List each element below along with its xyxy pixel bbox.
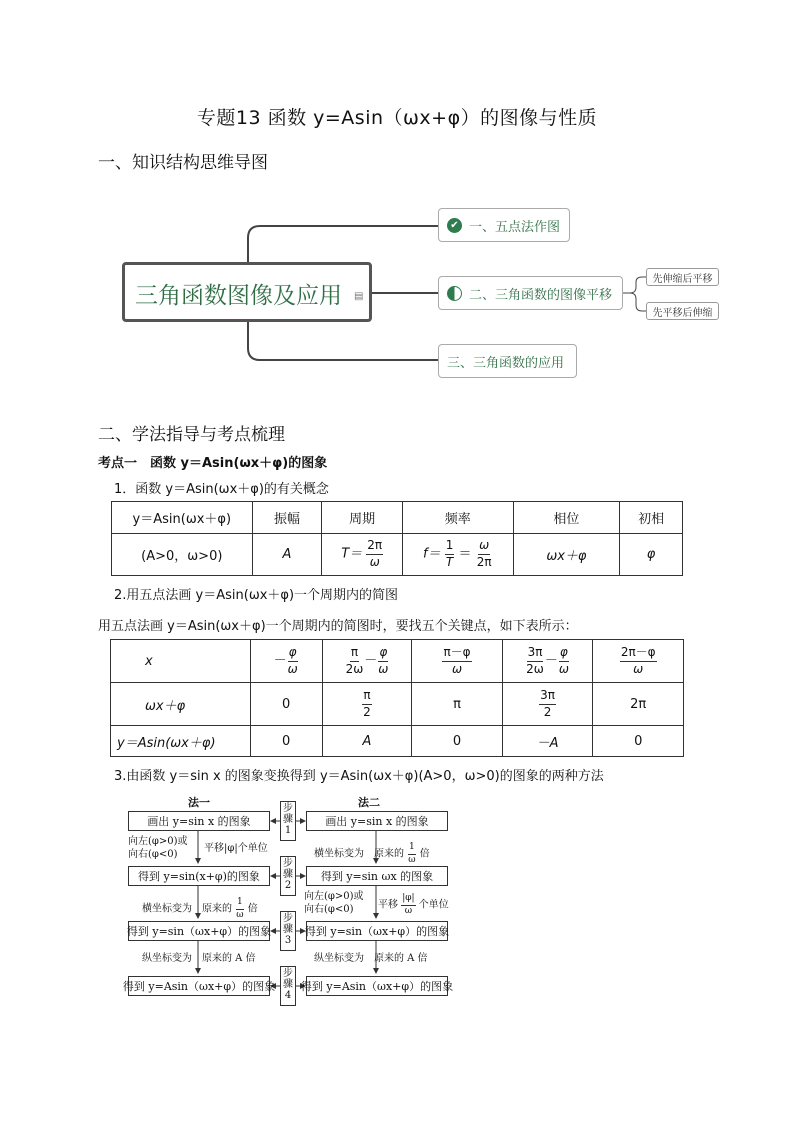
fraction-denominator: 2π	[476, 555, 492, 569]
fraction-numerator: |φ|	[401, 893, 415, 906]
item-2: 2.用五点法画 y＝Asin(ωx＋φ)一个周期内的简图	[114, 588, 399, 603]
mindmap-leaf-1: 先伸缩后平移	[646, 268, 719, 286]
left-shift-text-c: 平移|φ|个单位	[204, 843, 268, 854]
item-3: 3.由函数 y＝sin x 的图象变换得到 y＝Asin(ωx＋φ)(A>0，ω>0)的图象的两种方法	[114, 769, 604, 784]
check-icon: ✔	[447, 218, 462, 233]
fraction-denominator: ω	[408, 854, 416, 865]
left-scale-x-text	[142, 897, 258, 921]
fraction-denominator: ω	[378, 661, 389, 676]
fraction-denominator: ω	[287, 661, 298, 676]
fraction-denominator: ω	[236, 909, 244, 920]
step-label-1: 步骤1	[280, 801, 296, 841]
row-label: x	[111, 640, 251, 683]
minus-sign: －	[544, 653, 558, 669]
scale-x-label: 横坐标变为 原来的	[142, 903, 232, 915]
fraction-denominator: ω	[404, 905, 413, 916]
fraction-numerator: 3π	[539, 688, 556, 705]
table-cell: 0	[250, 726, 322, 757]
kaodian-heading: 考点一 函数 y＝Asin(ωx＋φ)的图象	[98, 456, 328, 471]
page-title: 专题13 函数 y=Asin（ωx+φ）的图像与性质	[196, 107, 598, 129]
table-cell: π	[412, 683, 502, 726]
right-scale-x-text	[314, 842, 430, 866]
minus-sign: －	[273, 653, 287, 669]
scale-x-label: 横坐标变为 原来的	[314, 848, 404, 860]
fraction-denominator: 2	[543, 704, 552, 719]
method-2-box-2: 得到 y=sin ωx 的图象	[306, 866, 448, 886]
left-shift-text-a: 向左(φ>0)或	[128, 836, 188, 847]
row-label: y＝Asin(ωx＋φ)	[111, 726, 251, 757]
fraction-numerator: φ	[559, 645, 569, 662]
freq-lhs: f＝	[423, 547, 441, 562]
fraction-numerator: 1	[408, 842, 416, 855]
table-header: 振幅	[252, 502, 322, 534]
item-1: 1．函数 y＝Asin(ωx＋φ)的有关概念	[114, 482, 329, 497]
fraction	[401, 893, 415, 917]
right-shift-text-b: 向右(φ<0)	[304, 904, 354, 915]
method-2-box-3: 得到 y=sin（ωx+φ）的图象	[306, 921, 448, 941]
step-label-2: 步骤2	[280, 856, 296, 896]
fraction-denominator: T	[445, 555, 454, 569]
method-1-box-3: 得到 y=sin（ωx+φ）的图象	[128, 921, 270, 941]
mindmap-leaf-2: 先平移后伸缩	[646, 302, 719, 320]
period-lhs: T＝	[341, 547, 363, 562]
table-cell: A	[322, 726, 412, 757]
table-header: 频率	[403, 502, 514, 534]
scale-x-end: 倍	[247, 903, 258, 915]
method-1-heading: 法一	[188, 796, 210, 809]
left-shift-text-b: 向右(φ<0)	[128, 849, 178, 860]
step-label-3: 步骤3	[280, 911, 296, 951]
mindmap-node-label: 三、三角函数的应用	[447, 355, 565, 371]
table-cell: 0	[412, 726, 502, 757]
fraction	[407, 842, 416, 866]
method-1-box-2: 得到 y=sin(x+φ)的图象	[128, 866, 270, 886]
fraction-denominator: ω	[633, 661, 644, 676]
right-shift-text-c	[378, 893, 449, 917]
table-cell: 2π	[593, 683, 684, 726]
note-icon: ▤	[354, 291, 364, 302]
table-header: 初相	[620, 502, 683, 534]
fraction-denominator: ω	[452, 661, 463, 676]
method-2-heading: 法二	[358, 796, 380, 809]
fraction-numerator: 1	[236, 897, 244, 910]
mindmap-node-label: 一、五点法作图	[469, 219, 561, 235]
fraction-numerator: ω	[478, 538, 490, 555]
method-2-box-4: 得到 y=Asin（ωx+φ）的图象	[306, 976, 448, 996]
left-scale-y-text: 纵坐标变为 原来的 A 倍	[142, 953, 256, 964]
table-cell: 0	[593, 726, 684, 757]
fraction-denominator: 2ω	[345, 661, 364, 676]
minus-sign: －	[364, 653, 378, 669]
fraction-numerator: 1	[445, 538, 455, 555]
fraction-numerator: π	[350, 645, 359, 662]
table-cell: ωx＋φ	[513, 534, 620, 576]
mindmap-center-label: 三角函数图像及应用	[135, 283, 342, 309]
fraction-denominator: 2ω	[526, 661, 544, 676]
method-2-box-1: 画出 y=sin x 的图象	[306, 811, 448, 831]
paragraph-2: 用五点法画 y＝Asin(ωx＋φ)一个周期内的简图时，要找五个关键点，如下表所示：	[98, 619, 578, 634]
row-label: ωx＋φ	[111, 683, 251, 726]
fraction-denominator: ω	[369, 555, 380, 569]
table-cell: A	[252, 534, 322, 576]
equals-sign: ＝	[458, 547, 472, 562]
section-heading-1: 一、知识结构思维导图	[98, 153, 268, 173]
shift-label: 平移	[378, 899, 398, 911]
method-1-box-4: 得到 y=Asin（ωx+φ）的图象	[128, 976, 270, 996]
scale-x-end: 倍	[419, 848, 430, 860]
fraction-numerator: 3π	[527, 645, 544, 662]
fraction-denominator: 2	[363, 704, 371, 719]
table-cell: φ	[620, 534, 683, 576]
right-shift-text-a: 向左(φ>0)或	[304, 891, 364, 902]
fraction-numerator: 2π	[366, 538, 383, 555]
step-label-4: 步骤4	[280, 966, 296, 1006]
table-header: 相位	[513, 502, 620, 534]
table-cell: －A	[502, 726, 593, 757]
fraction	[235, 897, 244, 921]
right-scale-y-text: 纵坐标变为 原来的 A 倍	[314, 953, 428, 964]
mindmap-node-label: 二、三角函数的图像平移	[469, 287, 613, 303]
fraction-numerator: 2π－φ	[620, 645, 657, 662]
fraction-numerator: π	[362, 688, 371, 705]
section-heading-2: 二、学法指导与考点梳理	[98, 425, 285, 445]
table-header: y＝Asin(ωx＋φ)	[112, 502, 253, 534]
fraction-numerator: φ	[288, 645, 298, 662]
method-1-box-1: 画出 y=sin x 的图象	[128, 811, 270, 831]
table-cell: (A>0，ω>0)	[112, 534, 253, 576]
table-header: 周期	[322, 502, 403, 534]
fraction-numerator: φ	[378, 645, 388, 662]
table-cell: 0	[250, 683, 322, 726]
shift-end: 个单位	[418, 899, 449, 911]
fraction-denominator: ω	[558, 661, 569, 676]
fraction-numerator: π－φ	[442, 645, 471, 662]
